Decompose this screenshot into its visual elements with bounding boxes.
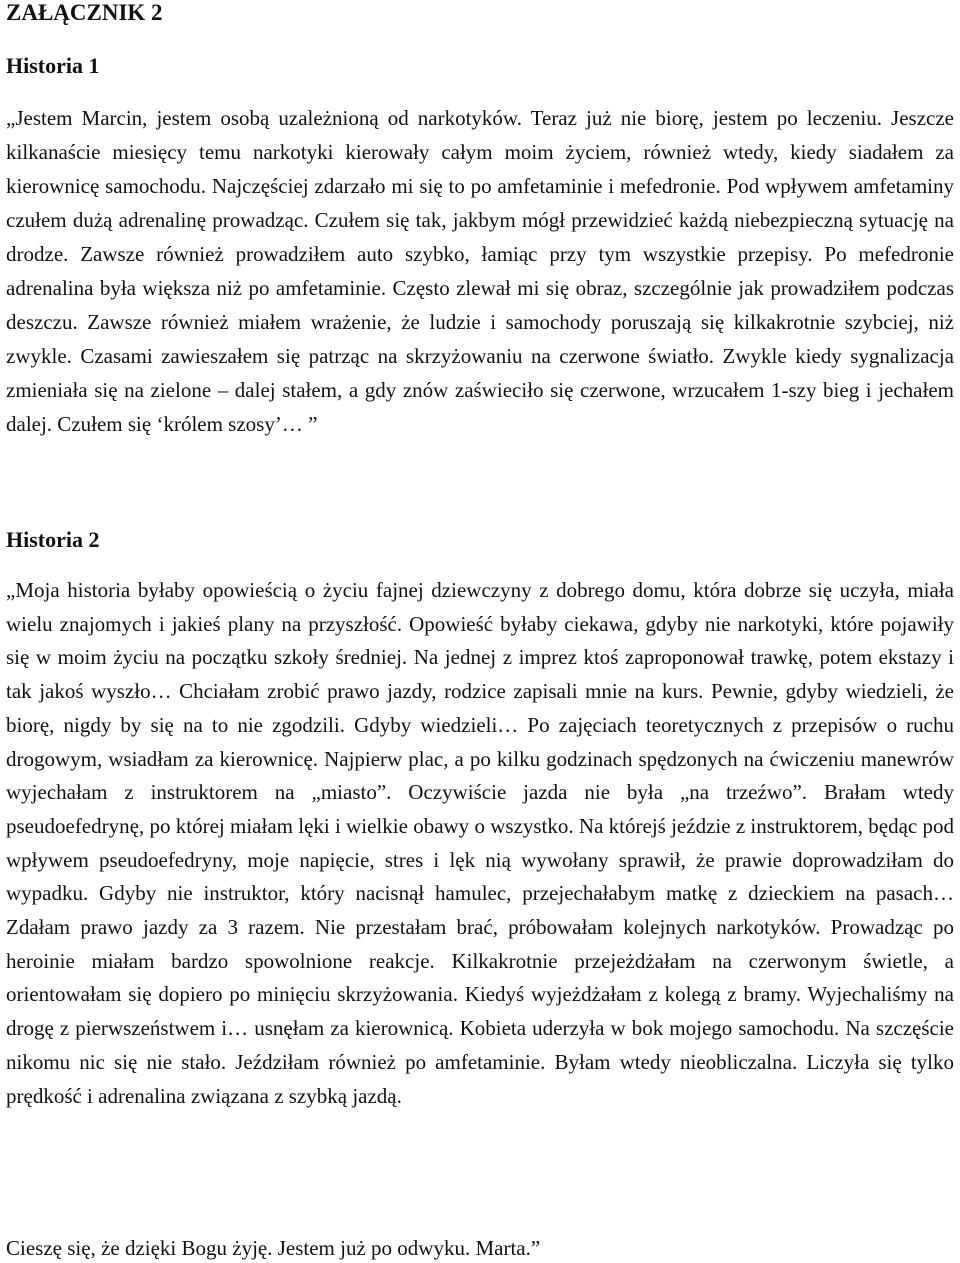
- story-2-heading: Historia 2: [6, 527, 100, 552]
- story-2-text: „Moja historia byłaby opowieścią o życiu fajnej dziewczyny z dobrego domu, która dobrze się uczyła, miała wielu znajomych i jakieś plany na przyszłość. Opowieść byłaby ciekawa, gdyby nie narkotyki, które pojawiły się w moim życiu na początku szkoły średniej. Na jednej z imprez ktoś zaproponował trawkę, potem ekstazy i tak jakoś wyszło… Chciałam zrobić prawo jazdy, rodzice zapisali mnie na kurs. Pewnie, gdyby wiedzieli, że biorę, nigdy by się na to nie zgodzili. Gdyby wiedzieli… Po zajęciach teoretycznych z przepisów o ruchu drogowym, wsiadłam za kierownicę. Najpierw plac, a po kilku godzinach spędzonych na ćwiczeniu manewrów wyjechałam z instruktorem na „miasto”. Oczywiście jazda nie była „na trzeźwo”. Brałam wtedy pseudoefedrynę, po której miałam lęki i wielkie obawy o wszystko. Na którejś jeździe z instruktorem, będąc pod wpływem pseudoefedryny, moje napięcie, stres i lęk nią wywołany sprawił, że prawie doprowadziłam do wypadku. Gdyby nie instruktor, który nacisnął hamulec, przejechałabym matkę z dzieckiem na pasach… Zdałam prawo jazdy za 3 razem. Nie przestałam brać, próbowałam kolejnych narkotyków. Prowadząc po heroinie miałam bardzo spowolnione reakcje. Kilkakrotnie przejeżdżałam na czerwonym świetle, a orientowałam się dopiero po minięciu skrzyżowania. Kiedyś wyjeżdżałam z kolegą z bramy. Wyjechaliśmy na drogę z pierwszeństwem i… usnęłam za kierownicą. Kobieta uderzyła w bok mojego samochodu. Na szczęście nikomu nic się nie stało. Jeździłam również po amfetaminie. Byłam wtedy nieobliczalna. Liczyła się tylko prędkość i adrenalina związana z szybką jazdą.: [6, 578, 954, 1108]
- document-title: ZAŁĄCZNIK 2: [6, 0, 163, 25]
- story-1-heading: Historia 1: [6, 53, 100, 78]
- story-2-closing: Cieszę się, że dzięki Bogu żyję. Jestem już po odwyku. Marta.”: [6, 1236, 541, 1260]
- story-1-text: „Jestem Marcin, jestem osobą uzależnioną od narkotyków. Teraz już nie biorę, jestem po leczeniu. Jeszcze kilkanaście miesięcy temu narkotyki kierowały całym moim życiem, również wtedy, kiedy siadałem za kierownicę samochodu. Najczęściej zdarzało mi się to po amfetaminie i mefedronie. Pod wpływem amfetaminy czułem dużą adrenalinę prowadząc. Czułem się tak, jakbym mógł przewidzieć każdą niebezpieczną sytuację na drodze. Zawsze również prowadziłem auto szybko, łamiąc przy tym wszystkie przepisy. Po mefedronie adrenalina była większa niż po amfetaminie. Często zlewał mi się obraz, szczególnie jak prowadziłem podczas deszczu. Zawsze również miałem wrażenie, że ludzie i samochody poruszają się kilkakrotnie szybciej, niż zwykle. Czasami zawieszałem się patrząc na skrzyżowaniu na czerwone światło. Zwykle kiedy sygnalizacja zmieniała się na zielone – dalej stałem, a gdy znów zaświeciło się czerwone, wrzucałem 1-szy bieg i jechałem dalej. Czułem się ‘królem szosy’… ”: [6, 106, 954, 436]
